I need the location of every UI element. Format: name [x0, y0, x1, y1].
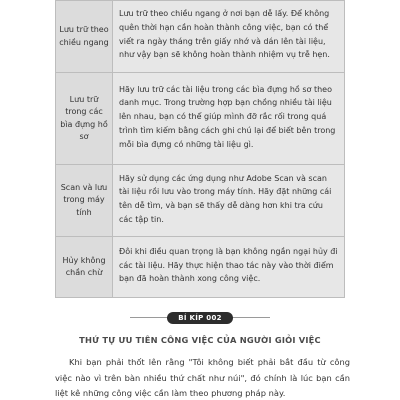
row-label: Scan và lưu trong máy tính [56, 165, 113, 237]
table-row [56, 73, 345, 165]
storage-methods-table [55, 0, 345, 298]
row-text: Hãy sử dụng các ứng dụng như Adobe Scan và scan tài liệu rồi lưu vào trong máy tính. Hãy đặt những cái tên dễ tìm, và bạn sẽ thấy dễ dàng hơn khi tra cứu các tập tin. [113, 165, 345, 237]
row-label: Hủy không chần chừ [56, 237, 113, 298]
body-paragraph: Khi bạn phải thốt lên rằng "Tôi không biết phải bắt đầu từ công việc nào vì trên bàn nhiều thứ chất như núi", đó chính là lúc bạn cần liệt kê những công việc cần làm theo phương pháp này. [55, 357, 350, 398]
row-label: Lưu trữ trong các bìa đựng hồ sơ [56, 73, 113, 165]
table-row [56, 165, 345, 237]
table-row [56, 237, 345, 298]
tip-badge: BÍ KÍP 002 [167, 312, 233, 324]
table-row [56, 1, 345, 73]
row-label: Lưu trữ theo chiều ngang [56, 1, 113, 73]
row-text: Đôi khi điều quan trọng là bạn không ngần ngại hủy đi các tài liệu. Hãy thực hiện thao tác này vào thời điểm bạn đã hoàn thành xong công việc. [113, 237, 345, 298]
badge-row [0, 312, 400, 324]
row-text: Lưu trữ theo chiều ngang ở nơi bạn dễ lấy. Để không quên thời hạn cần hoàn thành công việc, bạn có thể viết ra ngày tháng trên giấy nhớ và dán lên tài liệu, như vậy bạn sẽ không hoàn thành nhiệm vụ trễ hẹn. [113, 1, 345, 73]
section-heading: THỨ TỰ ƯU TIÊN CÔNG VIỆC CỦA NGƯỜI GIỎI VIỆC [79, 335, 321, 345]
row-text: Hãy lưu trữ các tài liệu trong các bìa đựng hồ sơ theo danh mục. Trong trường hợp bạn chồng nhiều tài liệu lên nhau, bạn có thể giúp mình đỡ rắc rối trong quá trình tìm kiếm bằng cách ghi chú lại để biết bên trong mỗi bìa đựng có những tài liệu gì. [113, 73, 345, 165]
